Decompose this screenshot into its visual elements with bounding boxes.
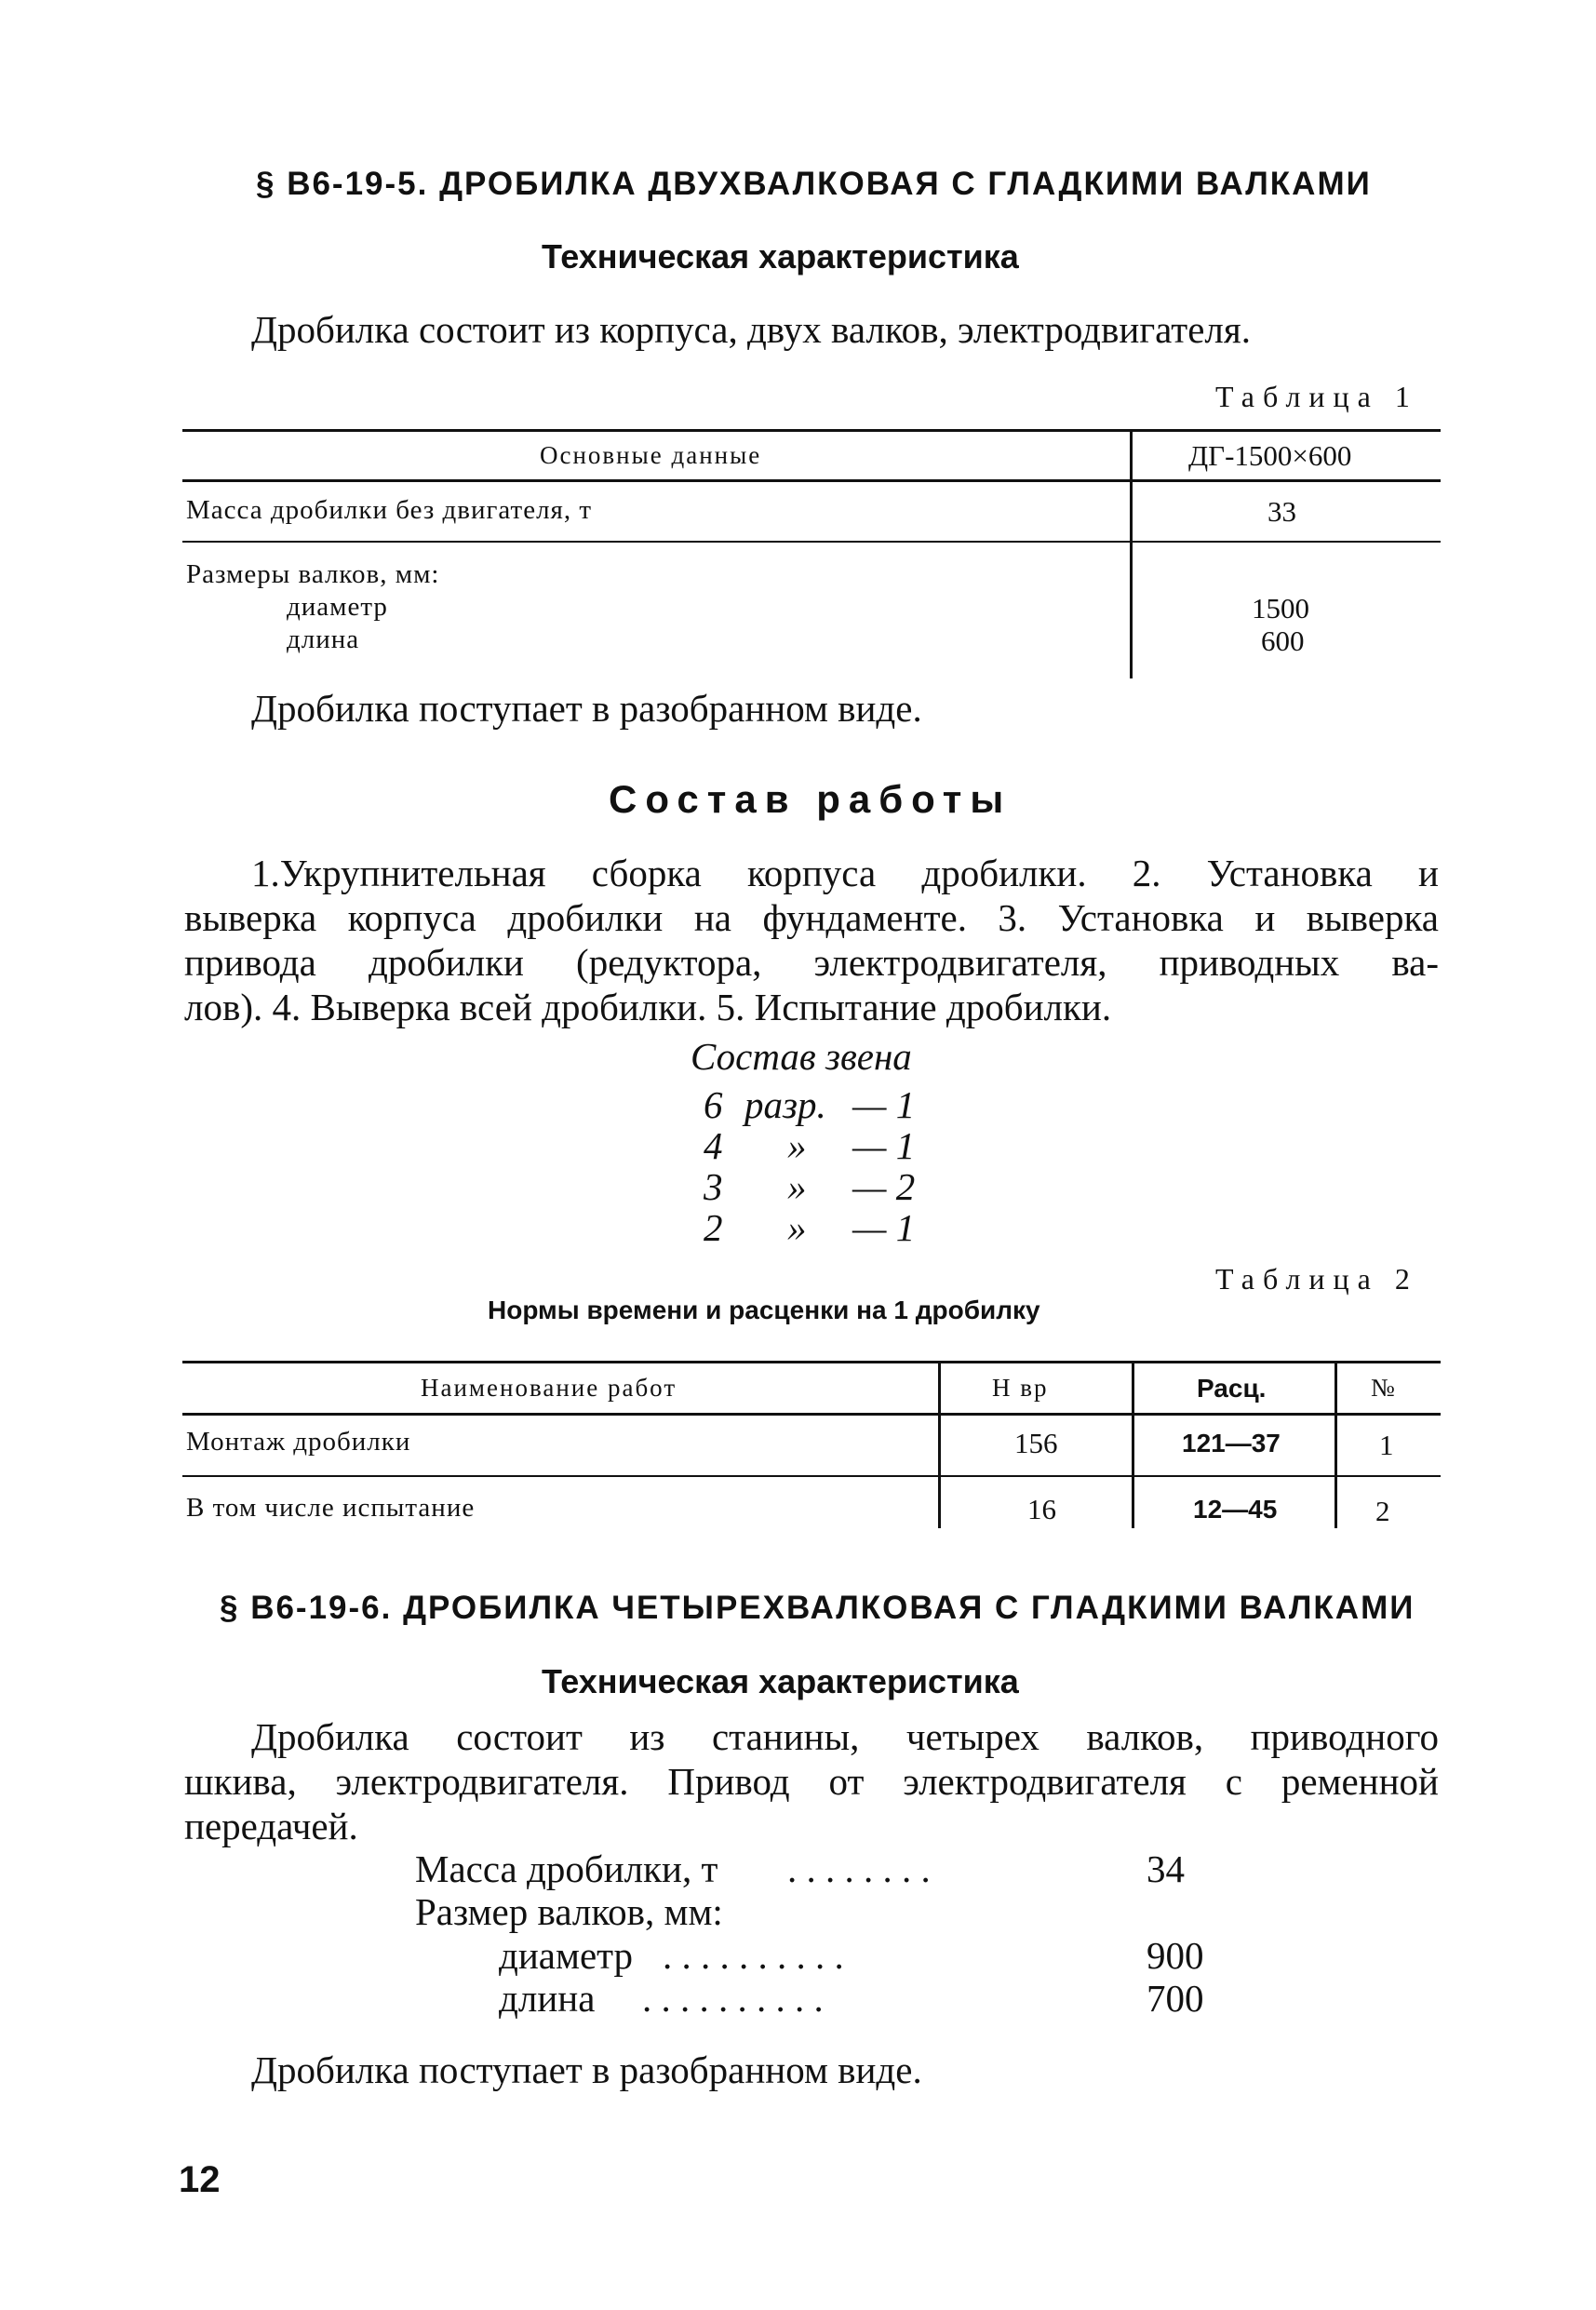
table2-header: Н вр	[992, 1374, 1049, 1402]
section2-heading: § В6-19-6. ДРОБИЛКА ЧЕТЫРЕХВАЛКОВАЯ С ГЛАДКИМИ ВАЛКАМИ	[220, 1590, 1415, 1626]
table2-cell: 2	[1375, 1495, 1390, 1527]
table2-title: Нормы времени и расценки на 1 дробилку	[488, 1296, 1040, 1324]
spec-dots: . . . . . . . .	[787, 1847, 931, 1890]
crew-grade: 3	[704, 1165, 723, 1208]
table1-row2-sub2: длина	[287, 625, 360, 654]
spec-value: 34	[1147, 1847, 1185, 1890]
table2-cell: 121—37	[1182, 1429, 1281, 1457]
spec-dots: . . . . . . . . . .	[663, 1934, 844, 1977]
section2-subheading: Техническая характеристика	[542, 1662, 1019, 1700]
table2-cell: 16	[1027, 1493, 1056, 1525]
table2-cell: 12—45	[1193, 1495, 1278, 1524]
table1-row2-value1: 1500	[1252, 592, 1309, 625]
work-line: 1.Укрупнительная сборка корпуса дробилки. 2. Установка и	[251, 852, 1439, 894]
table2-cell: 1	[1379, 1429, 1394, 1461]
spec-label: Размер валков, мм:	[415, 1890, 723, 1933]
crew-count: — 1	[852, 1083, 916, 1126]
spec-dots: . . . . . . . . . .	[642, 1977, 824, 2020]
crew-title: Состав звена	[691, 1035, 912, 1078]
table2-header: Расц.	[1197, 1374, 1267, 1403]
crew-unit: »	[787, 1165, 807, 1208]
table1-header-model: ДГ-1500×600	[1188, 439, 1352, 472]
table1-row1-value: 33	[1267, 495, 1296, 528]
table2-cell: Монтаж дробилки	[186, 1427, 411, 1457]
page-number: 12	[179, 2159, 221, 2200]
description-line: Дробилка состоит из станины, четырех валков, приводного	[251, 1715, 1439, 1758]
section2-delivery: Дробилка поступает в разобранном виде.	[251, 2048, 922, 2091]
table1-row2-value2: 600	[1261, 625, 1305, 657]
crew-grade: 4	[704, 1124, 723, 1167]
description-line: передачей.	[184, 1805, 358, 1847]
spec-label: Масса дробилки, т	[415, 1847, 718, 1890]
crew-grade: 2	[704, 1206, 723, 1249]
spec-value: 900	[1147, 1934, 1204, 1977]
table2-cell: В том числе испытание	[186, 1493, 476, 1523]
spec-label: диаметр	[499, 1934, 634, 1977]
spec-label: длина	[499, 1977, 596, 2020]
crew-count: — 2	[852, 1165, 916, 1208]
table1-row2-label: Размеры валков, мм:	[186, 559, 440, 589]
table1-row1-label: Масса дробилки без двигателя, т	[186, 495, 593, 525]
table2-header: №	[1371, 1374, 1397, 1402]
section1-subheading: Техническая характеристика	[542, 237, 1019, 275]
work-line: привода дробилки (редуктора, электродвигателя, приводных ва-	[184, 941, 1439, 984]
description-line: шкива, электродвигателя. Привод от электродвигателя с ременной	[184, 1760, 1439, 1803]
section1-heading: § В6-19-5. ДРОБИЛКА ДВУХВАЛКОВАЯ С ГЛАДКИМИ ВАЛКАМИ	[256, 166, 1372, 202]
crew-unit: разр.	[744, 1083, 826, 1126]
crew-grade: 6	[704, 1083, 723, 1126]
crew-unit: »	[787, 1124, 807, 1167]
table1-header-main: Основные данные	[540, 441, 762, 469]
section1-delivery: Дробилка поступает в разобранном виде.	[251, 687, 922, 730]
spec-value: 700	[1147, 1977, 1204, 2020]
work-line: лов). 4. Выверка всей дробилки. 5. Испытание дробилки.	[184, 986, 1112, 1028]
crew-count: — 1	[852, 1206, 916, 1249]
crew-count: — 1	[852, 1124, 916, 1167]
table1-row2-sub1: диаметр	[287, 592, 388, 622]
work-title: Состав работы	[609, 777, 1013, 821]
table2-cell: 156	[1014, 1427, 1058, 1459]
crew-unit: »	[787, 1206, 807, 1249]
table2-header: Наименование работ	[421, 1374, 677, 1402]
table2-label: Таблица 2	[1215, 1262, 1418, 1296]
table1-label: Таблица 1	[1215, 380, 1418, 413]
work-line: выверка корпуса дробилки на фундаменте. 3. Установка и выверка	[184, 896, 1439, 939]
section1-description: Дробилка состоит из корпуса, двух валков, электродвигателя.	[251, 308, 1251, 351]
